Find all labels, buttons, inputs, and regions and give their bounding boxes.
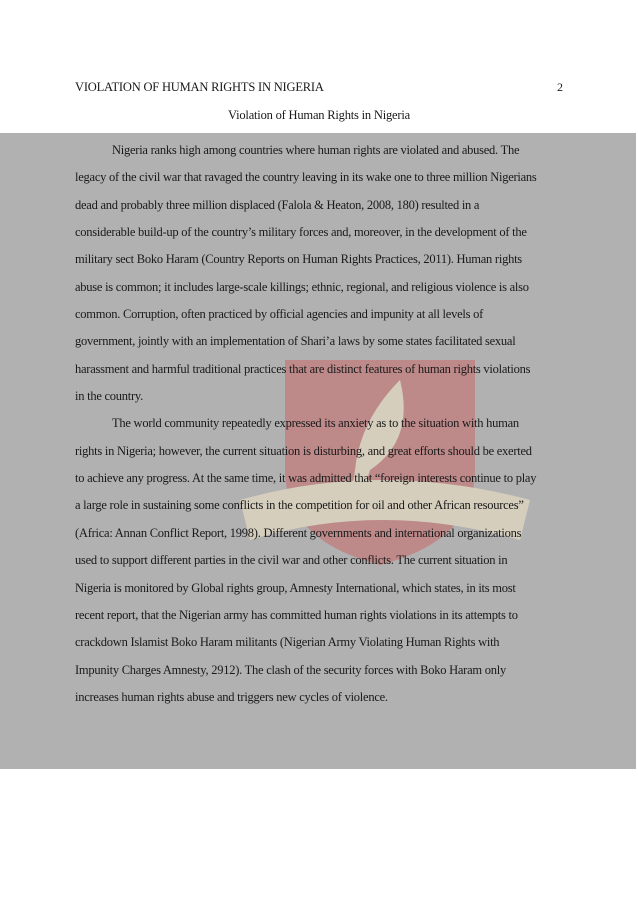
text-line: dead and probably three million displaced (Falola & Heaton, 2008, 180) resulted in a	[75, 197, 480, 212]
text-line: rights in Nigeria; however, the current situation is disturbing, and great efforts should be exerted	[75, 443, 532, 458]
text-line: Nigeria ranks high among countries where human rights are violated and abused. The	[112, 143, 520, 157]
text-line: used to support different parties in the civil war and other conflicts. The current situation in	[75, 553, 508, 568]
text-line: government, jointly with an implementation of Shari’a laws by some states facilitated sexual	[75, 334, 516, 349]
text-line: (Africa: Annan Conflict Report, 1998). Different governments and international organizations	[75, 525, 522, 540]
text-line: Nigeria is monitored by Global rights group, Amnesty International, which states, in its most	[75, 580, 516, 595]
text-line: a large role in sustaining some conflicts in the competition for oil and other African resources”	[75, 498, 524, 513]
document-title: Violation of Human Rights in Nigeria	[228, 108, 410, 122]
text-line: recent report, that the Nigerian army has committed human rights violations in its attempts to	[75, 607, 518, 622]
running-head: VIOLATION OF HUMAN RIGHTS IN NIGERIA	[75, 80, 324, 94]
text-line: abuse is common; it includes large-scale killings; ethnic, regional, and religious violence is also	[75, 279, 529, 294]
text-line: The world community repeatedly expressed its anxiety as to the situation with human	[112, 416, 519, 431]
page-number: 2	[557, 80, 563, 94]
body-text	[75, 141, 575, 715]
text-line: considerable build-up of the country’s military forces and, moreover, in the development of the	[75, 225, 527, 240]
text-line: common. Corruption, often practiced by official agencies and impunity at all levels of	[75, 307, 484, 322]
text-line: harassment and harmful traditional practices that are distinct features of human rights violations	[75, 361, 531, 376]
text-line: in the country.	[75, 389, 143, 404]
text-line: Impunity Charges Amnesty, 2912). The clash of the security forces with Boko Haram only	[75, 662, 506, 677]
text-line: to achieve any progress. At the same time, it was admitted that “foreign interests continue to play	[75, 471, 537, 486]
text-line: crackdown Islamist Boko Haram militants (Nigerian Army Violating Human Rights with	[75, 635, 500, 650]
text-line: increases human rights abuse and triggers new cycles of violence.	[75, 689, 388, 704]
text-line: legacy of the civil war that ravaged the country leaving in its wake one to three million Nigerians	[75, 170, 537, 185]
text-line: military sect Boko Haram (Country Reports on Human Rights Practices, 2011). Human rights	[75, 252, 522, 267]
